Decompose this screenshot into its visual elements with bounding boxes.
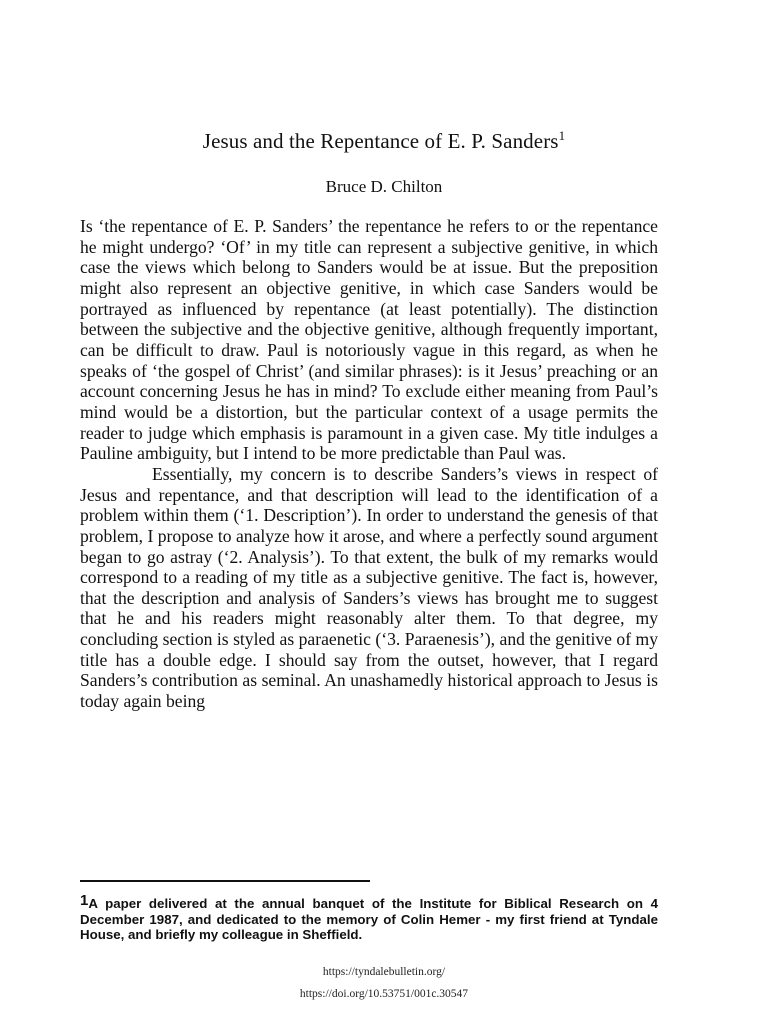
title-text: Jesus and the Repentance of E. P. Sanders xyxy=(202,129,559,153)
article-title xyxy=(0,128,768,154)
footnote xyxy=(80,893,658,943)
footnote-text: A paper delivered at the annual banquet of the Institute for Biblical Research on 4 December 1987, and dedicated to the memory of Colin Hemer - my first friend at Tyndale House, and briefly my colleague in Sheffield. xyxy=(80,896,658,942)
title-footnote-marker: 1 xyxy=(558,128,566,143)
footnote-marker: 1 xyxy=(80,892,89,909)
paragraph-1: Is ‘the repentance of E. P. Sanders’ the repentance he refers to or the repentance he might undergo? ‘Of’ in my title can represent a subjective genitive, in which case the views which belong to Sanders would be at issue. But the preposition might also represent an objective genitive, in which case Sanders would be portrayed as influenced by repentance (at least potentially). The distinction between the subjective and the objective genitive, although frequently important, can be difficult to draw. Paul is notoriously vague in this regard, as when he speaks of ‘the gospel of Christ’ (and similar phrases): is it Jesus’ preaching or an account concerning Jesus he has in mind? To exclude either meaning from Paul’s mind would be a distortion, but the particular context of a usage permits the reader to judge which emphasis is paramount in a given case. My title indulges a Pauline ambiguity, but I intend to be more predictable than Paul was. xyxy=(80,216,658,464)
author-name: Bruce D. Chilton xyxy=(325,177,443,196)
paragraph-2: Essentially, my concern is to describe Sanders’s views in respect of Jesus and repentance, and that description will lead to the identification of a problem within them (‘1. Description’). In order to understand the genesis of that problem, I propose to analyze how it arose, and where a perfectly sound argument began to go astray (‘2. Analysis’). To that extent, the bulk of my remarks would correspond to a reading of my title as a subjective genitive. The fact is, however, that the description and analysis of Sanders’s views has brought me to suggest that he and his readers might reasonably alter them. To that degree, my concluding section is styled as paraenetic (‘3. Paraenesis’), and the genitive of my title has a double edge. I should say from the outset, however, that I regard Sanders’s contribution as seminal. An unashamedly historical approach to Jesus is today again being xyxy=(80,463,658,712)
article-body xyxy=(80,216,658,712)
doi-url[interactable]: https://doi.org/10.53751/001c.30547 xyxy=(299,988,469,1000)
journal-url[interactable]: https://tyndalebulletin.org/ xyxy=(322,966,446,978)
footnote-divider xyxy=(80,880,370,882)
